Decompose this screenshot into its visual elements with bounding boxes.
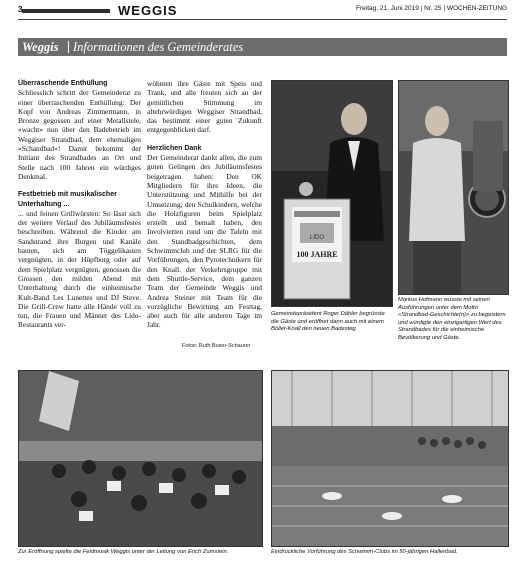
presenter-illustration bbox=[399, 81, 508, 294]
photo-credit: Fotos: Ruth Buser-Schaurer bbox=[182, 343, 251, 349]
subheading: Festbetrieb mit musikalischer Unterhaltung ... bbox=[18, 191, 117, 208]
caption-photo-2: Markus Hofmann wusste mit seinen Ausführungen unter dem Motto «Strandbad-Geschichte(n)» zu begeistern und würdigte den einzigartigen Wert des Strandbades für die einheimische Bevölkerung und Gäste. bbox=[398, 297, 506, 341]
pool-illustration bbox=[272, 371, 508, 546]
article-column-1 bbox=[18, 79, 141, 339]
publication-title: WEGGIS bbox=[118, 3, 178, 18]
section-separator bbox=[68, 41, 69, 53]
paragraph: Schliesslich schritt der Gemeinderat zu einer überraschenden Enthüllung: Der Kopf von Andreas Zimmermann, in Bronze gegossen auf einer Metallstele, «wacht» nun über den Badebetrieb im Weggiser Strandbad, dem ehemaligen «Schandbad»! Damit bekommt der Initiant des Strandbades an Ort und Stelle nach 100 Jahren ein würdiges Denkmal. bbox=[18, 88, 141, 181]
photo-band bbox=[18, 370, 263, 547]
header-rule bbox=[18, 19, 507, 20]
subheading: Überraschende Enthüllung bbox=[18, 80, 108, 87]
band-illustration bbox=[19, 371, 262, 546]
issue-line: Freitag, 21. Juni 2019 | Nr. 25 | WOCHEN-ZEITUNG bbox=[356, 5, 508, 12]
photo-presenter bbox=[398, 80, 509, 295]
article-column-2 bbox=[147, 79, 262, 339]
section-title: Informationen des Gemeinderates bbox=[73, 40, 244, 54]
section-name: Weggis bbox=[22, 40, 59, 54]
header-bar bbox=[22, 9, 110, 13]
paragraph: Der Gemeinderat dankt allen, die zum guten Gelingen des Jubiläumsfestes beigetragen haben: Den OK Mitgliedern für ihre Ideen, die Unterstützung und Mithilfe bei der Umsetzung, den Schulkindern, welche die Holzfiguren beim Spielplatz erstellt und bemalt haben, den Involvierten rund um die Tafeln mit den Standbadgeschichten, dem Schwimmclub und der SLRG für die Vorführungen, den Pyrotechnikern für den Knall. der Verkehrsgruppe mit dem Shuttle-Service, dem ganzen Team der Gemeinde Weggis und Andrea Steiner mit Team für die vorzügliche Bewirtung am Festtag, aber auch für alle anderen Tage im Jahr. bbox=[147, 153, 262, 330]
sign-line-1: LIDO bbox=[309, 235, 325, 241]
photo-speaker bbox=[271, 80, 393, 307]
speaker-illustration bbox=[272, 81, 392, 306]
sign-line-2: 100 JAHRE bbox=[296, 250, 338, 259]
caption-photo-1: Gemeindepräsident Roger Dähler begrüsste die Gäste und eröffnet dann auch mit einem Böller-Knall den neuen Badesteg. bbox=[271, 311, 385, 333]
caption-photo-4: Eindrückliche Vorführung des Schwimm-Clubs im 50-jährigen Hallenbad. bbox=[271, 549, 458, 555]
paragraph: wöhnten ihre Gäste mit Speis und Trank, und alle freuten sich an der gemütlichen Stimmung im altehrwürdigen Weggiser Strandbad, das bestimmt einer guten Zukunft entgegenblicken darf. bbox=[147, 79, 262, 135]
photo-pool bbox=[271, 370, 509, 547]
caption-photo-3: Zur Eröffnung spielte die Feldmusik Weggis unter der Leitung von Erich Zumstein. bbox=[18, 549, 229, 555]
page-number: 3 bbox=[18, 5, 23, 14]
paragraph: ... und feinen Grillwürsten: So lässt sich der weitere Verlauf des Jubiläumsfestes beschreiben. Während die Kinder am Sandstrand ihre Burgen und Kanäle bauten, sich am Töggelikasten vergnügten, in der Hüpfburg oder auf dem Spielplatz vergnügten, genossen die Grossen den milden Abend mit Unterhaltung durch die einheimische Kult-Band Les Lunettes und DJ Steve. Die Grill-Crew hatte alle Hände voll zu tun, die Frauen und Männer des Lido-Restaurants ver- bbox=[18, 208, 141, 330]
subheading: Herzlichen Dank bbox=[147, 144, 202, 152]
